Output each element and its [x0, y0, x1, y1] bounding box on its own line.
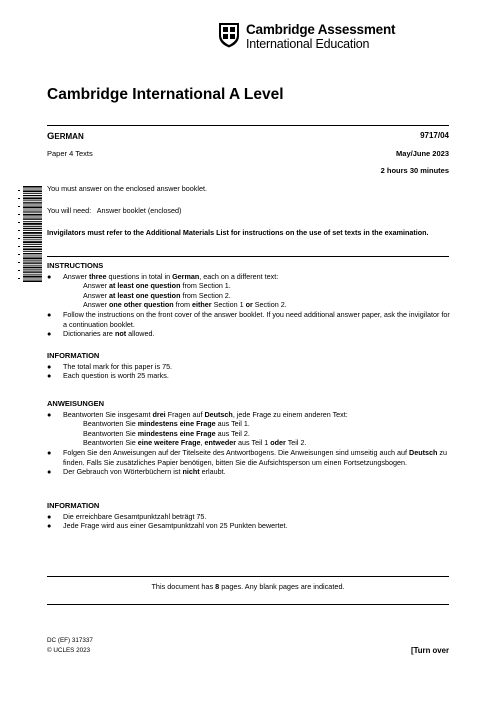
list-item: ● Answer three questions in total in German, each on a different text:: [47, 271, 279, 281]
sub-item: Beantworten Sie eine weitere Frage, entweder aus Teil 1 oder Teil 2.: [83, 438, 307, 448]
document-code: DC (EF) 317337: [47, 637, 93, 644]
divider: [47, 256, 449, 257]
answer-instruction: You must answer on the enclosed answer booklet.: [47, 184, 207, 193]
materials-needed: [47, 206, 181, 216]
exam-duration: 2 hours 30 minutes: [380, 166, 449, 175]
bullet: ●: [47, 511, 52, 521]
barcode-bars: [18, 186, 42, 282]
section-heading: INSTRUCTIONS: [47, 261, 104, 270]
section-heading: ANWEISUNGEN: [47, 399, 105, 408]
bullet: ●: [47, 467, 52, 477]
information-section: [47, 351, 451, 381]
list-item: ● Der Gebrauch von Wörterbüchern ist nicht erlaubt.: [47, 467, 226, 477]
divider: [47, 576, 449, 577]
bullet: ●: [47, 521, 52, 531]
bullet: ●: [47, 329, 52, 339]
sub-item: Beantworten Sie mindestens eine Frage aus Teil 2.: [83, 428, 250, 438]
invigilator-note: Invigilators must refer to the Additional Materials List for instructions on the use of set texts in the examination.: [47, 228, 429, 237]
sub-item: Answer at least one question from Section 2.: [83, 290, 231, 300]
sub-item: Answer at least one question from Section 1.: [83, 281, 231, 291]
bullet: ●: [47, 447, 52, 457]
sub-item: Answer one other question from either Section 1 or Section 2.: [83, 300, 287, 310]
sub-item: Beantworten Sie mindestens eine Frage aus Teil 1.: [83, 419, 250, 429]
barcode: [18, 186, 42, 282]
anweisungen-section: [47, 399, 451, 477]
cambridge-logo: [218, 20, 458, 52]
list-item: ● Die erreichbare Gesamtpunktzahl beträgt 75.: [47, 511, 207, 521]
paper-name: Paper 4 Texts: [47, 149, 93, 158]
qualification-title: Cambridge International A Level: [47, 86, 284, 103]
bullet: ●: [47, 309, 52, 319]
information-de-section: [47, 501, 451, 531]
list-item: ● Each question is worth 25 marks.: [47, 371, 169, 381]
exam-session: May/June 2023: [396, 149, 449, 158]
turn-over: [Turn over: [411, 646, 449, 655]
shield-icon: [218, 22, 240, 48]
divider: [47, 604, 449, 605]
subject-name: [47, 131, 84, 142]
logo-line-2: International Education: [246, 37, 370, 51]
section-heading: INFORMATION: [47, 501, 100, 510]
section-heading: INFORMATION: [47, 351, 100, 360]
copyright: © UCLES 2023: [47, 647, 91, 654]
page-count-note: This document has 8 pages. Any blank pages are indicated.: [151, 582, 345, 591]
list-item: ● Dictionaries are not allowed.: [47, 329, 155, 339]
materials-label: You will need:: [47, 206, 92, 215]
materials-value: Answer booklet (enclosed): [96, 206, 182, 215]
bullet: ●: [47, 361, 52, 371]
list-item: ● Jede Frage wird aus einer Gesamtpunktzahl von 25 Punkten bewertet.: [47, 521, 288, 531]
bullet: ●: [47, 409, 52, 419]
paper-code: 9717/04: [420, 131, 449, 140]
list-item: ● The total mark for this paper is 75.: [47, 361, 173, 371]
list-item: ● Folgen Sie den Anweisungen auf der Titelseite des Antwortbogens. Die Anweisungen sind umseitig auch auf Deutsch zu finden. Falls Sie zusätzliches Papier benötigen, bitten Sie die Aufsichtsperson um einen Fortsetzungsbogen.: [47, 447, 447, 467]
subject-initial: G: [47, 131, 55, 142]
subject-rest: ERMAN: [54, 132, 84, 141]
instructions-section: [47, 261, 451, 339]
list-item: ● Follow the instructions on the front cover of the answer booklet. If you need additional answer paper, ask the invigilator for a continuation booklet.: [47, 309, 450, 329]
divider: [47, 125, 449, 126]
logo-line-1: Cambridge Assessment: [246, 22, 396, 37]
bullet: ●: [47, 271, 52, 281]
bullet: ●: [47, 371, 52, 381]
list-item: ● Beantworten Sie insgesamt drei Fragen auf Deutsch, jede Frage zu einem anderen Text:: [47, 409, 348, 419]
